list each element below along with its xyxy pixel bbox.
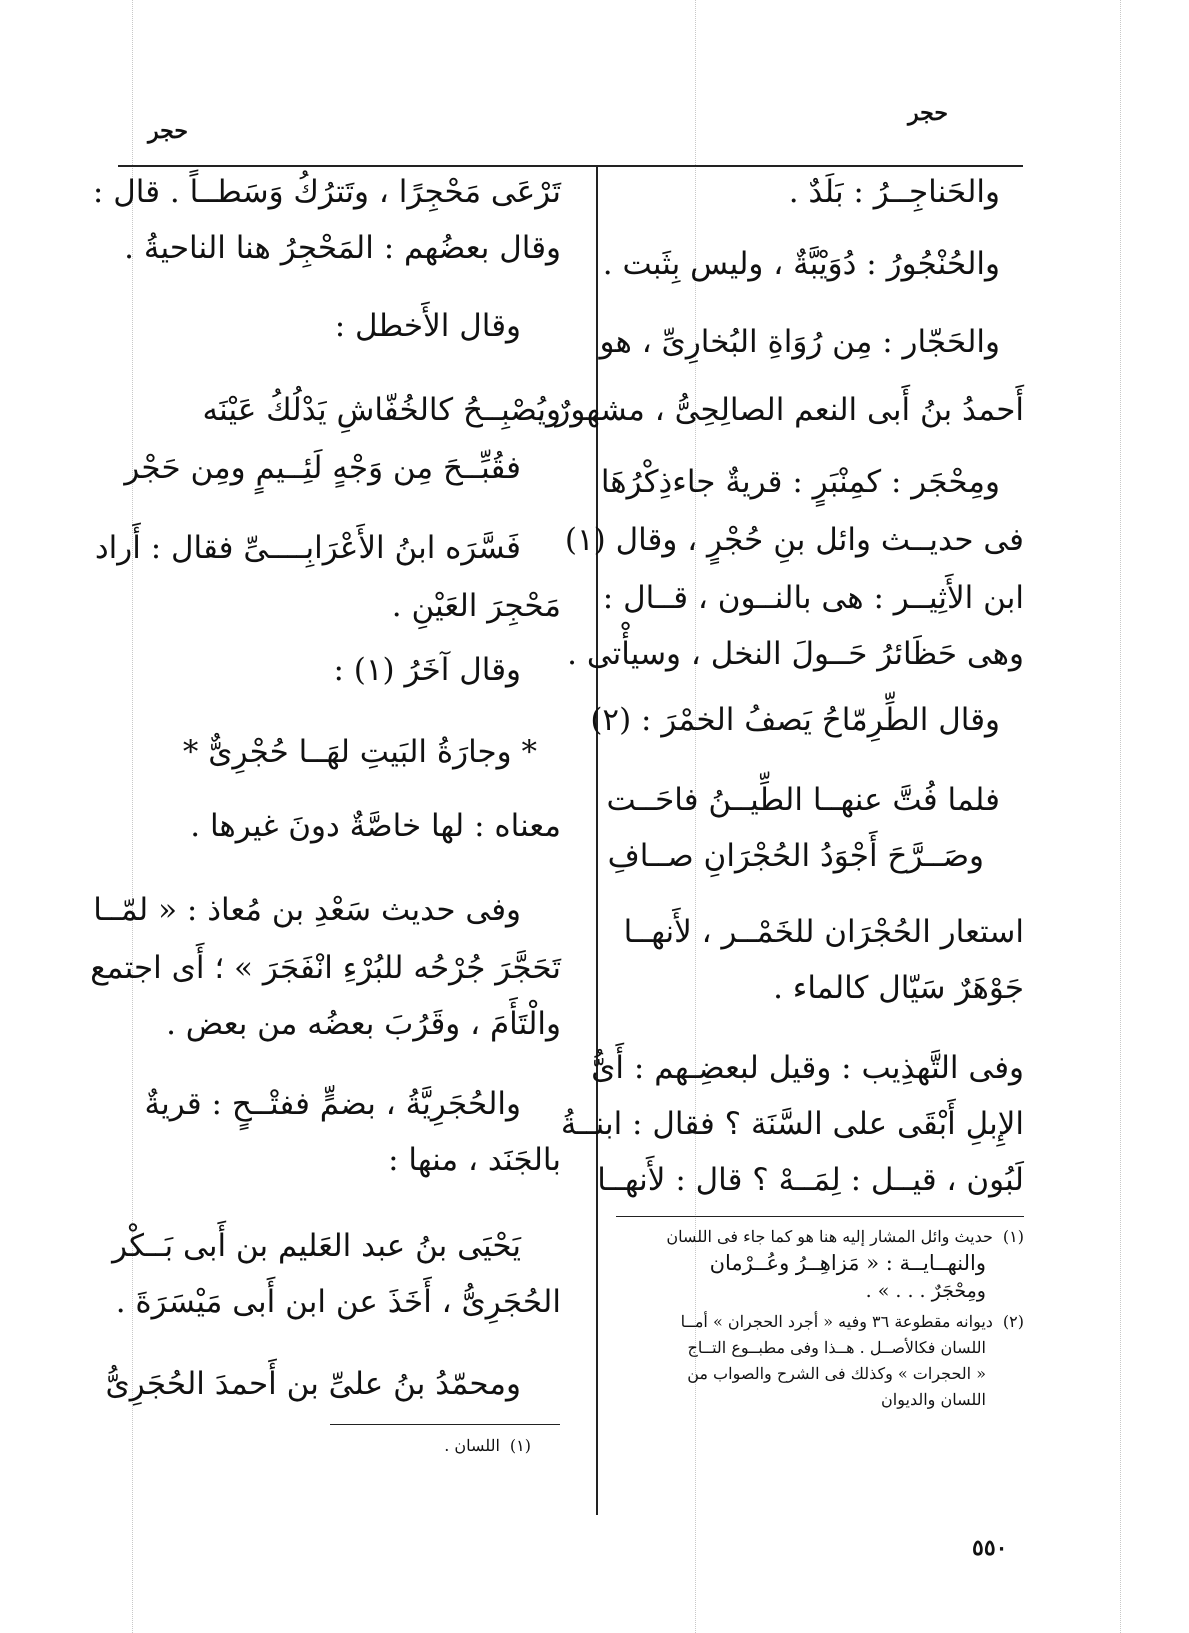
text-line: وفى التَّهذِيب : وقيل لبعضِـهم : أَىُّ — [591, 1050, 1024, 1086]
text-line: جَوْهَرٌ سَيّال كالماء . — [773, 970, 1024, 1006]
text-line: والْتَأَمَ ، وقَرُبَ بعضُه من بعض . — [166, 1006, 561, 1042]
text-line: تَرْعَى مَحْجِرًا ، وتَترُكُ وَسَطــاً . قال : — [92, 174, 561, 210]
footnote-line: (١)اللسان . — [444, 1436, 531, 1455]
text-line: ابن الأَثِيــر : هى بالنــون ، قــال : — [602, 580, 1024, 616]
text-line: وقال الأَخطل : — [334, 308, 521, 344]
text-line: استعار الحُجْرَان للخَمْــر ، لأَنهــا — [623, 914, 1024, 950]
text-line: وقال بعضُهم : المَحْجِرُ هنا الناحيةُ . — [124, 230, 561, 266]
verse-line: * وجارَةُ البَيتِ لهَــا حُجْرِىٌّ * — [182, 734, 537, 770]
text-line: وفى حديث سَعْدِ بن مُعاذ : « لمّــا — [93, 892, 521, 928]
column-divider — [596, 165, 598, 1515]
verse-line: فقُبِّــحَ مِن وَجْهٍ لَئِــيمٍ ومِن حَجْر — [124, 450, 521, 486]
scan-fold-line — [1120, 0, 1121, 1633]
text-line: مَحْجِرَ العَيْنِ . — [391, 588, 561, 624]
page-number: ٥٥٠ — [972, 1535, 1008, 1561]
running-head-right: حجر — [908, 100, 948, 126]
text-line: يَحْيَى بنُ عبد العَليم بن أَبى بَــكْر — [112, 1228, 521, 1264]
verse-line: ويُصْبِــحُ كالخُفّاشِ يَدْلُكُ عَيْنَه — [202, 392, 561, 428]
footnote-line: والنهــايــة : « مَزاهِــرُ وعُــرْمان — [709, 1251, 986, 1275]
text-line: وهى حَظَائرُ حَــولَ النخل ، وسيأْتى . — [567, 636, 1024, 672]
text-line: وقال آخَرُ (١) : — [333, 652, 521, 688]
footnote-line: ومِحْجَرٌ . . . » . — [865, 1280, 986, 1302]
footnote-line: اللسان فكالأصــل . هــذا وفى مطبــوع التــاج — [687, 1338, 986, 1357]
footnote-rule — [616, 1216, 1024, 1217]
header-rule — [118, 165, 1023, 167]
text-line: ومحمّدُ بنُ علىِّ بن أَحمدَ الحُجَرِىُّ — [105, 1366, 521, 1402]
footnote-line: اللسان والديوان — [881, 1390, 986, 1409]
text-line: أَحمدُ بنُ أَبى النعم الصالِحِىُّ ، مشهورٌ . — [535, 392, 1024, 428]
text-line: بالجَنَد ، منها : — [388, 1142, 561, 1178]
text-line: معناه : لها خاصَّةٌ دونَ غيرها . — [190, 808, 561, 844]
running-head-left: حجر — [148, 118, 188, 144]
verse-line: فلما فُتَّ عنهــا الطِّيــنُ فاحَــت — [606, 782, 1000, 818]
verse-line: وصَــرَّحَ أَجْوَدُ الحُجْرَانِ صــافِ — [607, 838, 984, 874]
text-line: الإِبلِ أَبْقَى على السَّنَة ؟ فقال : ابنــةُ — [560, 1106, 1024, 1142]
text-line: والحُنْجُورُ : دُوَيْبَّةٌ ، وليس بِثَبت . — [602, 246, 1000, 282]
text-line: والحَناجِــرُ : بَلَدٌ . — [788, 174, 1000, 210]
footnote-line: « الحجرات » وكذلك فى الشرح والصواب من — [687, 1364, 986, 1383]
text-line: ومِحْجَر : كمِنْبَرٍ : قريةٌ جاءذِكْرُهَا — [600, 464, 1000, 500]
footnote-line: (١)حديث وائل المشار إليه هنا هو كما جاء فى اللسان — [666, 1227, 1024, 1246]
footnote-line: (٢)ديوانه مقطوعة ٣٦ وفيه « أجرد الحجران » أمــا — [680, 1312, 1024, 1331]
text-line: تَحَجَّرَ جُرْحُه للبُرْءِ انْفَجَرَ » ؛ أَى اجتمع — [90, 950, 561, 986]
text-line: وقال الطِّرِمّاحُ يَصفُ الخمْرَ : (٢) — [590, 702, 1000, 738]
footnote-rule — [330, 1424, 560, 1425]
text-line: والحَجّار : مِن رُوَاةِ البُخارِىِّ ، هو — [599, 324, 1000, 360]
text-line: الحُجَرِىُّ ، أَخَذَ عن ابن أَبى مَيْسَرَةَ . — [115, 1284, 561, 1320]
text-line: والحُجَرِيَّةُ ، بضمٍّ ففتْــحٍ : قريةٌ — [144, 1086, 521, 1122]
text-line: فَسَّرَه ابنُ الأَعْرَابِــــىِّ فقال : أَراد — [94, 530, 521, 566]
text-line: لَبُون ، قيــل : لِمَــهْ ؟ قال : لأَنهــا — [597, 1162, 1024, 1198]
text-line: فى حديــث وائل بنِ حُجْرٍ ، وقال (١) — [564, 522, 1024, 558]
